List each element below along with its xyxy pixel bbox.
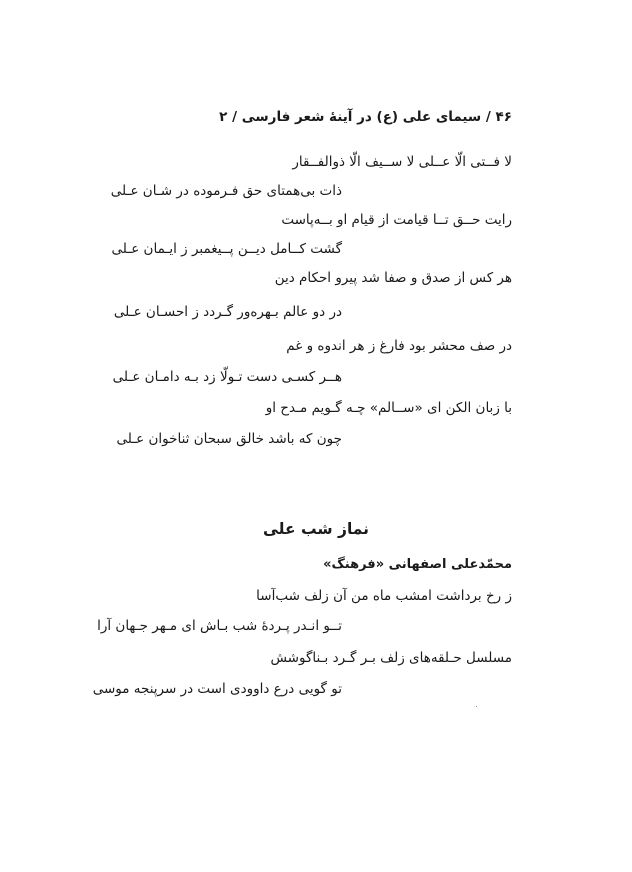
poem-line: لا فــتی الّا عــلی لا ســیف الّا ذوالفــقار (292, 154, 512, 170)
poem-line: چون که باشد خالق سبحان ثناخوان عـلی (116, 431, 342, 447)
poem-line: مسلسل حـلقه‌های زلف بـر گـرد بـناگوشش (270, 650, 512, 666)
poem-line: در صف محشر بود فارغ ز هر اندوه و غم (286, 338, 512, 354)
poem-line: در دو عالم بـهره‌ور گـردد ز احسـان عـلی (113, 304, 342, 320)
poem-line: تــو انـدر پـردهٔ شب بـاش ای مـهر جـهان آرا (97, 618, 342, 634)
poem-line: هــر کسـی دست تـولّا زد بـه دامـان عـلی (112, 369, 342, 385)
section-title: نماز شب علی (263, 520, 369, 538)
scan-speck (476, 706, 477, 707)
poem-line: هر کس از صدق و صفا شد پیرو احکام دین (274, 270, 512, 286)
poem-line: رایت حــق تــا قیامت از قیام او بــه‌پاست (281, 212, 512, 228)
poem-line: گشت کــامل دیــن پــیغمبر ز ایـمان عـلی (111, 241, 342, 257)
poem-line: ز رخ برداشت امشب ماه من آن زلف شب‌آسا (256, 588, 512, 604)
poem-line: ذات بی‌همتای حق فـرموده در شـان عـلی (110, 183, 342, 199)
poem-line: با زبان الکن ای «ســالم» چـه گـویم مـدح او (265, 400, 512, 416)
poem-author: محمّدعلی اصفهانی «فرهنگ» (323, 557, 512, 572)
poem-line: تو گویی درع داوودی است در سرپنجه موسی (92, 681, 342, 697)
page-header: ۴۶ / سیمای علی (ع) در آینهٔ شعر فارسی / ۲ (219, 109, 512, 125)
